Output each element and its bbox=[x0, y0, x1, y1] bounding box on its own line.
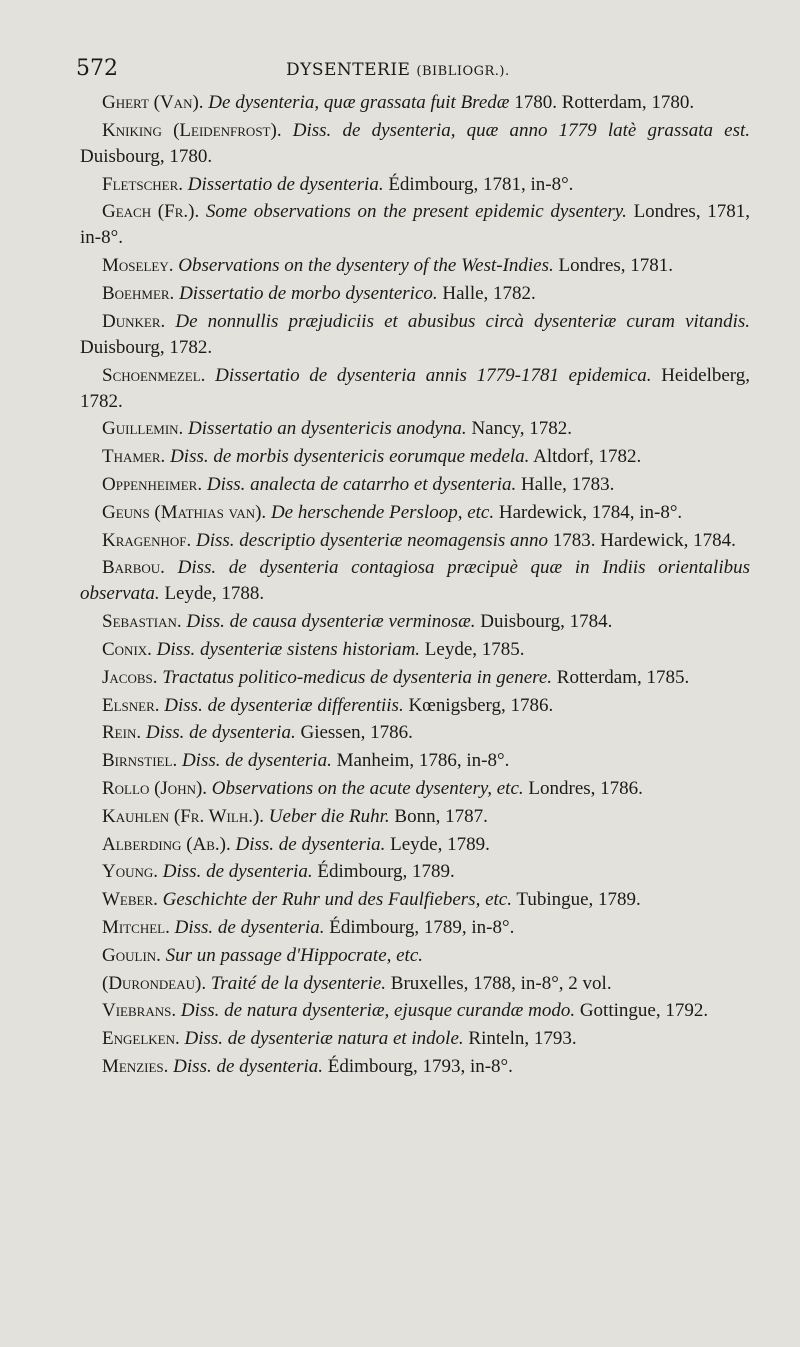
entry-author: (Durondeau). bbox=[102, 972, 207, 994]
bibliography-entry bbox=[80, 118, 750, 170]
entry-author: Elsner. bbox=[102, 694, 160, 716]
bibliography-entry bbox=[80, 472, 750, 498]
page-header bbox=[76, 56, 736, 86]
entry-title: Diss. de dysenteria, quæ anno 1779 latè grassata est. bbox=[292, 119, 751, 141]
entry-title: Ueber die Ruhr. bbox=[268, 805, 390, 827]
entry-title: Observations on the dysentery of the West-Indies. bbox=[178, 255, 554, 277]
entry-publication: Duisbourg, 1780. bbox=[80, 145, 213, 167]
bibliography-entry bbox=[80, 500, 750, 526]
entry-publication: Halle, 1782. bbox=[442, 282, 536, 304]
entry-title: Diss. dysenteriæ sistens historiam. bbox=[156, 638, 421, 660]
entry-author: Thamer. bbox=[102, 446, 166, 468]
entry-publication: Nancy, 1782. bbox=[471, 418, 573, 440]
entry-publication: Kœnigsberg, 1786. bbox=[408, 694, 554, 716]
entry-author: Kauhlen (Fr. Wilh.). bbox=[102, 805, 265, 827]
bibliography-entry bbox=[80, 748, 750, 774]
entry-title: Dissertatio de morbo dysenterico. bbox=[179, 282, 438, 304]
entry-publication: Altdorf, 1782. bbox=[533, 446, 642, 468]
entry-title: Dissertatio an dysentericis anodyna. bbox=[188, 418, 467, 440]
entry-publication: Rinteln, 1793. bbox=[468, 1028, 577, 1050]
entry-title: De herschende Persloop, etc. bbox=[270, 501, 495, 523]
page-number: 572 bbox=[76, 56, 118, 81]
entry-publication: Gottingue, 1792. bbox=[579, 1000, 709, 1022]
entry-publication: Manheim, 1786, in-8°. bbox=[336, 750, 510, 772]
entry-title: Diss. analecta de catarrho et dysenteria. bbox=[206, 473, 517, 495]
bibliography-entry bbox=[80, 804, 750, 830]
entry-title: Diss. de dysenteria. bbox=[235, 833, 386, 855]
bibliography-entry bbox=[80, 172, 750, 198]
bibliography-entry bbox=[80, 859, 750, 885]
entry-title: Diss. de dysenteriæ differentiis. bbox=[164, 694, 404, 716]
entry-author: Engelken. bbox=[102, 1028, 180, 1050]
bibliography-entry bbox=[80, 609, 750, 635]
entry-publication: Leyde, 1788. bbox=[164, 583, 265, 605]
entry-author: Rollo (John). bbox=[102, 777, 208, 799]
entry-publication: Édimbourg, 1781, in-8°. bbox=[388, 173, 574, 195]
entry-author: Fletscher. bbox=[102, 173, 184, 195]
entry-publication: Édimbourg, 1789, in-8°. bbox=[329, 916, 515, 938]
entry-author: Conix. bbox=[102, 638, 152, 660]
bibliography-entry bbox=[80, 555, 750, 607]
entry-publication: Londres, 1781. bbox=[558, 255, 674, 277]
entry-author: Alberding (Ab.). bbox=[102, 833, 231, 855]
entry-author: Oppenheimer. bbox=[102, 473, 203, 495]
bibliography-entry bbox=[80, 444, 750, 470]
entry-publication: 1783. Hardewick, 1784. bbox=[552, 529, 736, 551]
entry-author: Geuns (Mathias van). bbox=[102, 501, 267, 523]
entry-author: Kniking (Leidenfrost). bbox=[102, 119, 282, 141]
entry-author: Barbou. bbox=[102, 557, 165, 579]
entry-title: De nonnullis præjudiciis et abusibus circà dysenteriæ curam vitandis. bbox=[175, 310, 750, 332]
entry-title: Diss. de dysenteria. bbox=[173, 1055, 324, 1077]
entry-title: Sur un passage d'Hippocrate, etc. bbox=[165, 944, 424, 966]
entry-author: Guillemin. bbox=[102, 418, 184, 440]
entry-publication: Giessen, 1786. bbox=[300, 722, 413, 744]
entry-publication: Bonn, 1787. bbox=[394, 805, 488, 827]
entry-publication: Hardewick, 1784, in-8°. bbox=[498, 501, 683, 523]
entry-author: Moseley. bbox=[102, 255, 174, 277]
entry-title: Traité de la dysenterie. bbox=[210, 972, 387, 994]
entry-author: Ghert (Van). bbox=[102, 92, 204, 113]
entry-title: Diss. de dysenteria. bbox=[162, 861, 313, 883]
running-head bbox=[286, 60, 510, 80]
entry-publication: Halle, 1783. bbox=[521, 473, 615, 495]
bibliography-entry bbox=[80, 1054, 750, 1080]
bibliography-entry bbox=[80, 281, 750, 307]
entry-publication: Londres, 1781, in-8°. bbox=[80, 201, 751, 249]
entry-title: Diss. de dysenteria contagiosa præcipuè quæ in Indiis orientalibus observata. bbox=[80, 557, 751, 605]
bibliography-entry bbox=[80, 309, 750, 361]
entry-title: Observations on the acute dysentery, etc. bbox=[211, 777, 524, 799]
entry-publication: 1780. Rotterdam, 1780. bbox=[514, 92, 695, 113]
entry-publication: Leyde, 1789. bbox=[390, 833, 490, 855]
entry-author: Menzies. bbox=[102, 1055, 169, 1077]
entry-publication: Duisbourg, 1782. bbox=[80, 336, 213, 358]
bibliography-entry bbox=[80, 832, 750, 858]
bibliography-entry bbox=[80, 363, 750, 415]
entry-author: Boehmer. bbox=[102, 282, 175, 304]
entry-title: Diss. de morbis dysentericis eorumque medela. bbox=[170, 446, 530, 468]
bibliography-entry bbox=[80, 720, 750, 746]
entry-title: Diss. de causa dysenteriæ verminosæ. bbox=[186, 611, 476, 633]
entry-publication: Édimbourg, 1789. bbox=[317, 861, 455, 883]
entry-author: Schoenmezel. bbox=[102, 364, 206, 386]
entry-publication: Londres, 1786. bbox=[528, 777, 643, 799]
entry-author: Young. bbox=[102, 861, 159, 883]
bibliography-entry bbox=[80, 943, 750, 969]
bibliography-list bbox=[80, 90, 750, 1082]
entry-title: Diss. de dysenteriæ natura et indole. bbox=[184, 1028, 464, 1050]
entry-title: Geschichte der Ruhr und des Faulfiebers, etc. bbox=[162, 889, 512, 911]
entry-author: Rein. bbox=[102, 722, 142, 744]
entry-title: Tractatus politico-medicus de dysenteria in genere. bbox=[162, 666, 553, 688]
entry-publication: Tubingue, 1789. bbox=[516, 889, 641, 911]
entry-title: De dysenteria, quæ grassata fuit Bredæ bbox=[208, 92, 510, 113]
entry-author: Geach (Fr.). bbox=[102, 201, 200, 223]
bibliography-entry bbox=[80, 887, 750, 913]
entry-title: Diss. de dysenteria. bbox=[145, 722, 296, 744]
entry-author: Dunker. bbox=[102, 310, 166, 332]
entry-publication: Rotterdam, 1785. bbox=[556, 666, 690, 688]
entry-publication: Heidelberg, 1782. bbox=[80, 364, 751, 412]
running-head-sub: (BIBLIOGR.). bbox=[416, 64, 510, 79]
entry-publication: Leyde, 1785. bbox=[424, 638, 525, 660]
running-head-main: DYSENTERIE bbox=[286, 60, 411, 80]
entry-author: Goulin. bbox=[102, 944, 161, 966]
entry-title: Some observations on the present epidemic dysentery. bbox=[205, 201, 627, 223]
bibliography-entry bbox=[80, 776, 750, 802]
entry-title: Dissertatio de dysenteria. bbox=[187, 173, 384, 195]
bibliography-entry bbox=[80, 416, 750, 442]
entry-publication: Duisbourg, 1784. bbox=[480, 611, 613, 633]
bibliography-entry bbox=[80, 915, 750, 941]
bibliography-entry bbox=[80, 637, 750, 663]
entry-title: Diss. de dysenteria. bbox=[181, 750, 332, 772]
entry-author: Sebastian. bbox=[102, 611, 182, 633]
entry-author: Kragenhof. bbox=[102, 529, 192, 551]
bibliography-entry bbox=[80, 1026, 750, 1052]
entry-author: Jacobs. bbox=[102, 666, 158, 688]
entry-author: Birnstiel. bbox=[102, 750, 178, 772]
entry-title: Diss. de dysenteria. bbox=[174, 916, 325, 938]
entry-author: Mitchel. bbox=[102, 916, 170, 938]
bibliography-entry bbox=[80, 998, 750, 1024]
bibliography-entry bbox=[80, 199, 750, 251]
entry-title: Diss. de natura dysenteriæ, ejusque curandæ modo. bbox=[180, 1000, 576, 1022]
entry-publication: Bruxelles, 1788, in-8°, 2 vol. bbox=[390, 972, 612, 994]
entry-publication: Édimbourg, 1793, in-8°. bbox=[327, 1055, 513, 1077]
bibliography-entry bbox=[80, 90, 750, 116]
entry-title: Diss. descriptio dysenteriæ neomagensis anno bbox=[196, 529, 549, 551]
bibliography-entry bbox=[80, 253, 750, 279]
entry-author: Viebrans. bbox=[102, 1000, 177, 1022]
entry-title: Dissertatio de dysenteria annis 1779-1781 epidemica. bbox=[215, 364, 652, 386]
entry-author: Weber. bbox=[102, 889, 158, 911]
bibliography-entry bbox=[80, 693, 750, 719]
bibliography-entry bbox=[80, 528, 750, 554]
bibliography-entry bbox=[80, 971, 750, 997]
bibliography-entry bbox=[80, 665, 750, 691]
